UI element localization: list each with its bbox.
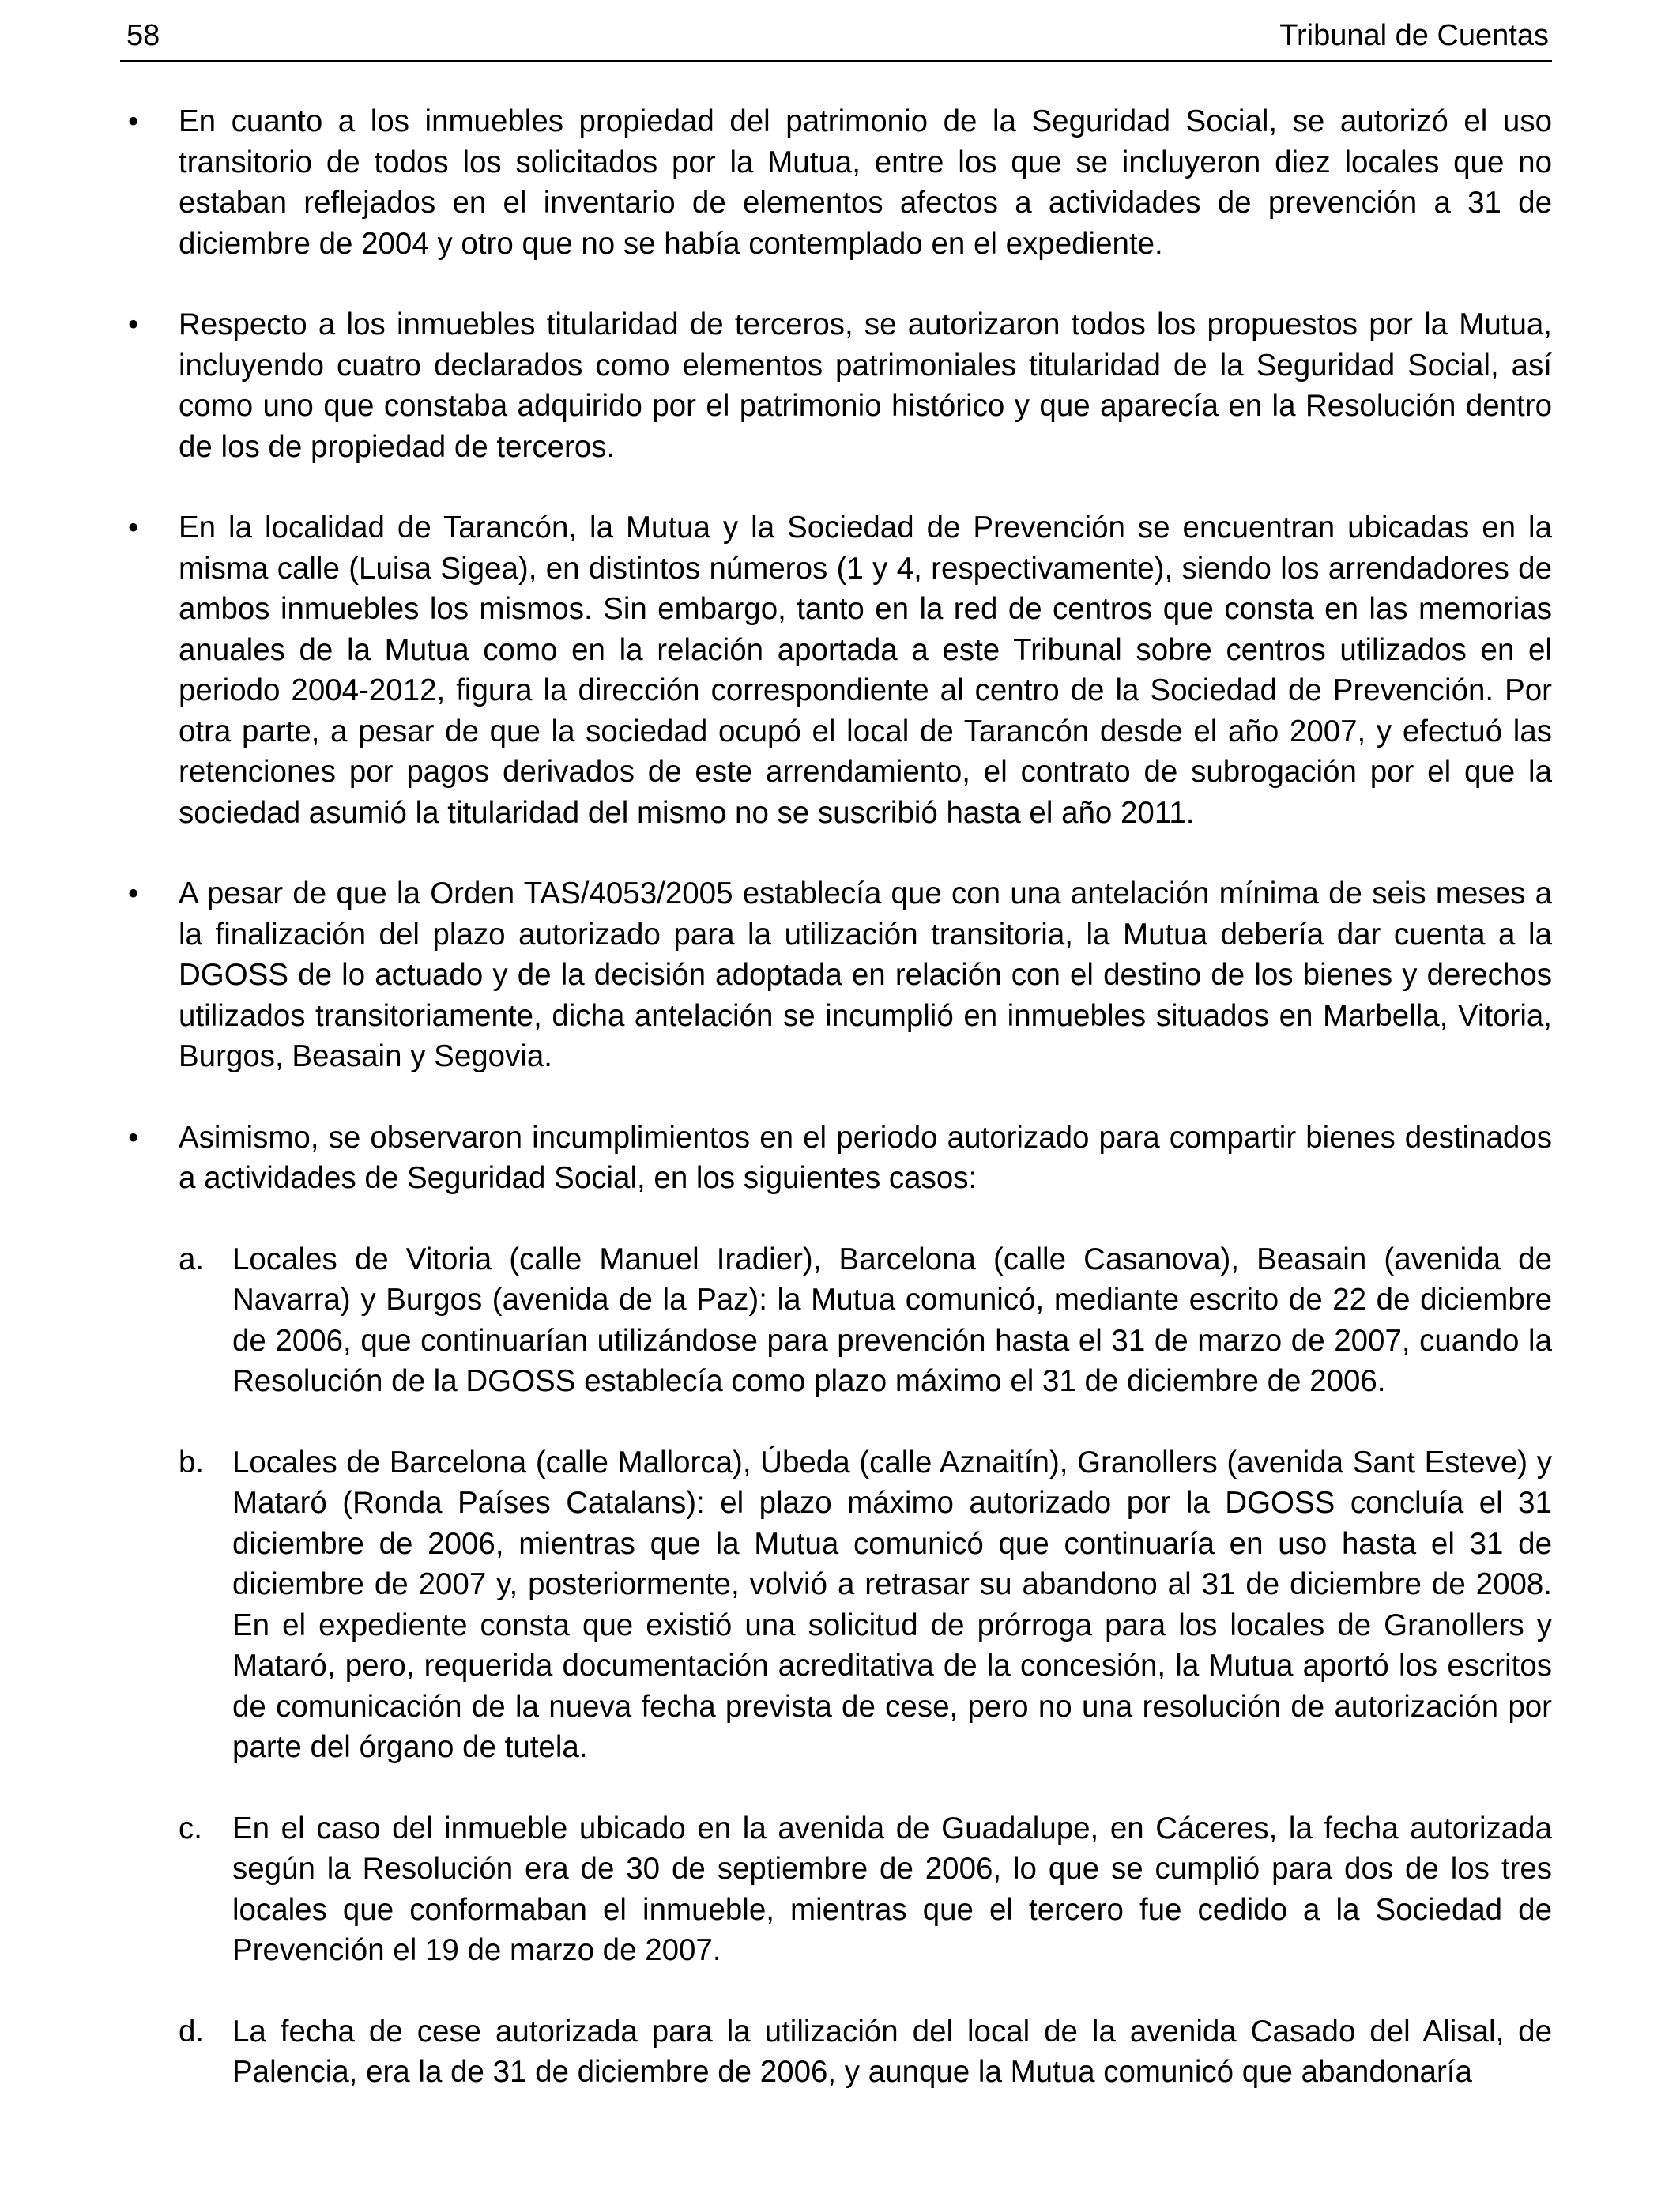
bullet-item <box>120 304 1552 467</box>
bullet-text: Asimismo, se observaron incumplimientos en el periodo autorizado para compartir bienes destinados a actividades de Seguridad Social, en los siguientes casos: <box>179 1120 1552 1195</box>
bullet-icon: • <box>128 307 139 341</box>
bullet-item <box>120 873 1552 1077</box>
bullet-icon: • <box>128 511 139 545</box>
lettered-item <box>179 1239 1552 1402</box>
lettered-item <box>179 1808 1552 1971</box>
lettered-item <box>179 2011 1552 2093</box>
bullet-item <box>120 1118 1552 1199</box>
document-body <box>120 101 1552 2133</box>
item-letter: b. <box>179 1445 205 1480</box>
page-header <box>120 13 1552 62</box>
lettered-item-text: La fecha de cese autorizada para la utilización del local de la avenida Casado del Alisal, de Palencia, era la de 31 de diciembre de 2006, y aunque la Mutua comunicó que abandonaría <box>232 2014 1552 2089</box>
page-number: 58 <box>126 19 160 52</box>
lettered-item-text: En el caso del inmueble ubicado en la avenida de Guadalupe, en Cáceres, la fecha autorizada según la Resolución era de 30 de septiembre de 2006, lo que se cumplió para dos de los tres locales que conformaban el inmueble, mientras que el tercero fue cedido a la Sociedad de Prevención el 19 de marzo de 2007. <box>232 1811 1552 1967</box>
running-title: Tribunal de Cuentas <box>1279 19 1549 52</box>
bullet-text: Respecto a los inmuebles titularidad de terceros, se autorizaron todos los propuestos por la Mutua, incluyendo cuatro declarados como elementos patrimoniales titularidad de la Seguridad Social, así como uno que constaba adquirido por el patrimonio histórico y que aparecía en la Resolución dentro de los de propiedad de terceros. <box>179 307 1552 464</box>
bullet-item <box>120 507 1552 833</box>
item-letter: c. <box>179 1811 202 1845</box>
lettered-list <box>120 1239 1552 2093</box>
bullet-text: En la localidad de Tarancón, la Mutua y la Sociedad de Prevención se encuentran ubicadas en la misma calle (Luisa Sigea), en distintos números (1 y 4, respectivamente), siendo los arrendadores de ambos inmuebles los mismos. Sin embargo, tanto en la red de centros que consta en las memorias anuales de la Mutua como en la relación aportada a este Tribunal sobre centros utilizados en el periodo 2004-2012, figura la dirección correspondiente al centro de la Sociedad de Prevención. Por otra parte, a pesar de que la sociedad ocupó el local de Tarancón desde el año 2007, y efectuó las retenciones por pagos derivados de este arrendamiento, el contrato de subrogación por el que la sociedad asumió la titularidad del mismo no se suscribió hasta el año 2011. <box>179 511 1552 830</box>
bullet-text: A pesar de que la Orden TAS/4053/2005 establecía que con una antelación mínima de seis meses a la finalización del plazo autorizado para la utilización transitoria, la Mutua debería dar cuenta a la DGOSS de lo actuado y de la decisión adoptada en relación con el destino de los bienes y derechos utilizados transitoriamente, dicha antelación se incumplió en inmuebles situados en Marbella, Vitoria, Burgos, Beasain y Segovia. <box>179 876 1552 1073</box>
lettered-item-text: Locales de Barcelona (calle Mallorca), Úbeda (calle Aznaitín), Granollers (avenida Sant Esteve) y Mataró (Ronda Países Catalans): el plazo máximo autorizado por la DGOSS concluía el 31 diciembre de 2006, mientras que la Mutua comunicó que continuaría en uso hasta el 31 de diciembre de 2007 y, posteriormente, volvió a retrasar su abandono al 31 de diciembre de 2008. En el expediente consta que existió una solicitud de prórroga para los locales de Granollers y Mataró, pero, requerida documentación acreditativa de la concesión, la Mutua aportó los escritos de comunicación de la nueva fecha prevista de cese, pero no una resolución de autorización por parte del órgano de tutela. <box>232 1445 1552 1764</box>
bullet-icon: • <box>128 104 139 138</box>
lettered-item-text: Locales de Vitoria (calle Manuel Iradier), Barcelona (calle Casanova), Beasain (avenida de Navarra) y Burgos (avenida de la Paz): la Mutua comunicó, mediante escrito de 22 de diciembre de 2006, que continuarían utilizándose para prevención hasta el 31 de marzo de 2007, cuando la Resolución de la DGOSS establecía como plazo máximo el 31 de diciembre de 2006. <box>232 1242 1552 1398</box>
item-letter: a. <box>179 1242 205 1276</box>
bullet-text: En cuanto a los inmuebles propiedad del patrimonio de la Seguridad Social, se autorizó el uso transitorio de todos los solicitados por la Mutua, entre los que se incluyeron diez locales que no estaban reflejados en el inventario de elementos afectos a actividades de prevención a 31 de diciembre de 2004 y otro que no se había contemplado en el expediente. <box>179 104 1552 261</box>
bullet-icon: • <box>128 1120 139 1155</box>
item-letter: d. <box>179 2014 205 2049</box>
lettered-item <box>179 1442 1552 1768</box>
bullet-item <box>120 101 1552 264</box>
bullet-icon: • <box>128 876 139 910</box>
